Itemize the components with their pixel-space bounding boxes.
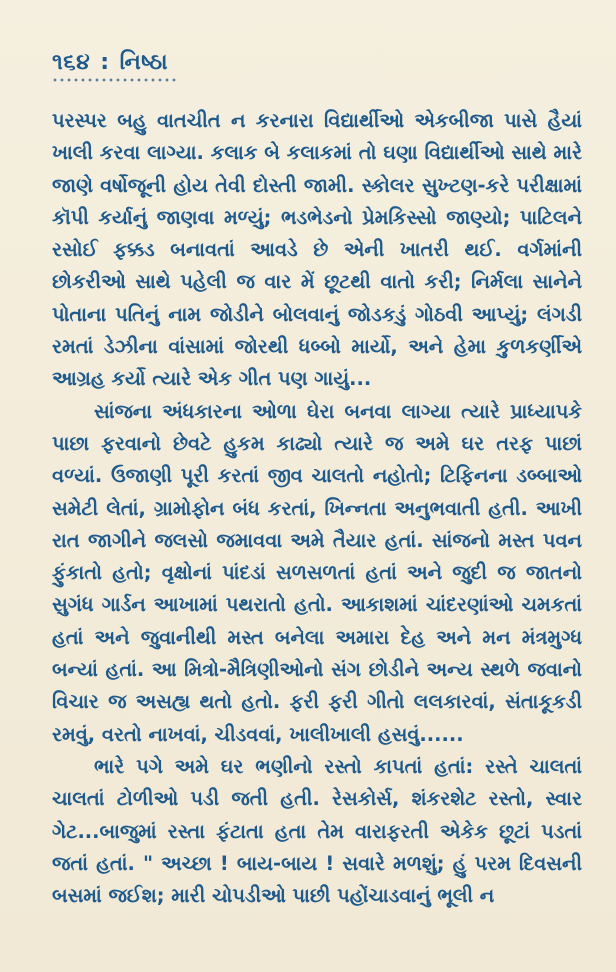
page-body (52, 105, 582, 912)
paragraph-3: ભારે પગે અમે ઘર ભણીનો રસ્તો કાપતાં હતાં: રસ્તે ચાલતાં ચાલતાં ટોળીઓ પડી જતી હતી. રેસકોર્સ, શંકરશેટ રસ્તો, સ્વાર ગેટ...બાજુમાં રસ્તા ફંટાતા હતા તેમ વારાફરતી એકેક છૂટાં પડતાં જતાં હતાં. " અચ્છા ! બાય-બાય ! સવારે મળશું; હું પરમ દિવસની બસમાં જઈશ; મારી ચોપડીઓ પાછી પહોંચાડવાનું ભૂલી ન (52, 754, 582, 908)
chapter-title: નિષ્ઠા (119, 50, 169, 75)
paragraph-1: પરસ્પર બહુ વાતચીત ન કરનારા વિદ્યાર્થીઓ એકબીજા પાસે હૈયાં ખાલી કરવા લાગ્યા. કલાક બે કલાકમાં તો ઘણા વિદ્યાર્થીઓ સાથે મારે જાણે વર્ષોજૂની હોય તેવી દોસ્તી જામી. સ્કોલર સુખ્ટણ-કરે પરીક્ષામાં કૉપી કર્યાનું જાણવા મળ્યું; ભડભેડનો પ્રેમકિસ્સો જાણ્યો; પાટિલને રસોઈ ફક્કડ બનાવતાં આવડે છે એની ખાતરી થઈ. વર્ગમાંની છોકરીઓ સાથે પહેલી જ વાર મેં છૂટથી વાતો કરી; નિર્મલા સાનેને પોતાના પતિનું નામ જોડીને બોલવાનું જોડકડું ગોઠવી આપ્યું; લંગડી રમતાં ડેઝીના વાંસામાં જોરથી ધબ્બો માર્યો, અને હેમા કુળકર્ણીએ આગ્રહ કર્યો ત્યારે એક ગીત પણ ગાયું... (52, 109, 582, 391)
header-wavy-underline (52, 77, 178, 83)
page-number: ૧૬૪ (52, 50, 91, 75)
running-header (52, 50, 582, 75)
paragraph-2: સાંજના અંધકારના ઓળા ઘેરા બનવા લાગ્યા ત્યારે પ્રાધ્યાપકે પાછા ફરવાનો છેવટે હુકમ કાઢ્યો ત્યારે જ અમે ઘર તરફ પાછાં વળ્યાં. ઉજાણી પૂરી કરતાં જીવ ચાલતો નહોતો; ટિફિનના ડબ્બાઓ સમેટી લેતાં, ગ્રામોફોન બંધ કરતાં, ખિન્નતા અનુભવાતી હતી. આખી રાત જાગીને જલસો જમાવવા અમે તૈયાર હતાં. સાંજનો મસ્ત પવન ફુંકાતો હતો; વૃક્ષોનાં પાંદડાં સળસળતાં હતાં અને જુદી જ જાતનો સુગંધ ગાર્ડન આખામાં પથરાતો હતો. આકાશમાં ચાંદરણાંઓ ચમકતાં હતાં અને જુવાનીથી મસ્ત બનેલા અમારા દેહ અને મન મંત્રમુગ્ધ બન્યાં હતાં. આ મિત્રો-મૈત્રિણીઓનો સંગ છોડીને અન્ય સ્થળે જવાનો વિચાર જ અસહ્ય થતો હતો. ફરી ફરી ગીતો લલકારવાં, સંતાકૂકડી રમવું, વરતો નાખવાં, ચીડવવાં, ખાલીખાલી હસવું...... (52, 399, 582, 746)
header-separator: : (100, 50, 110, 75)
